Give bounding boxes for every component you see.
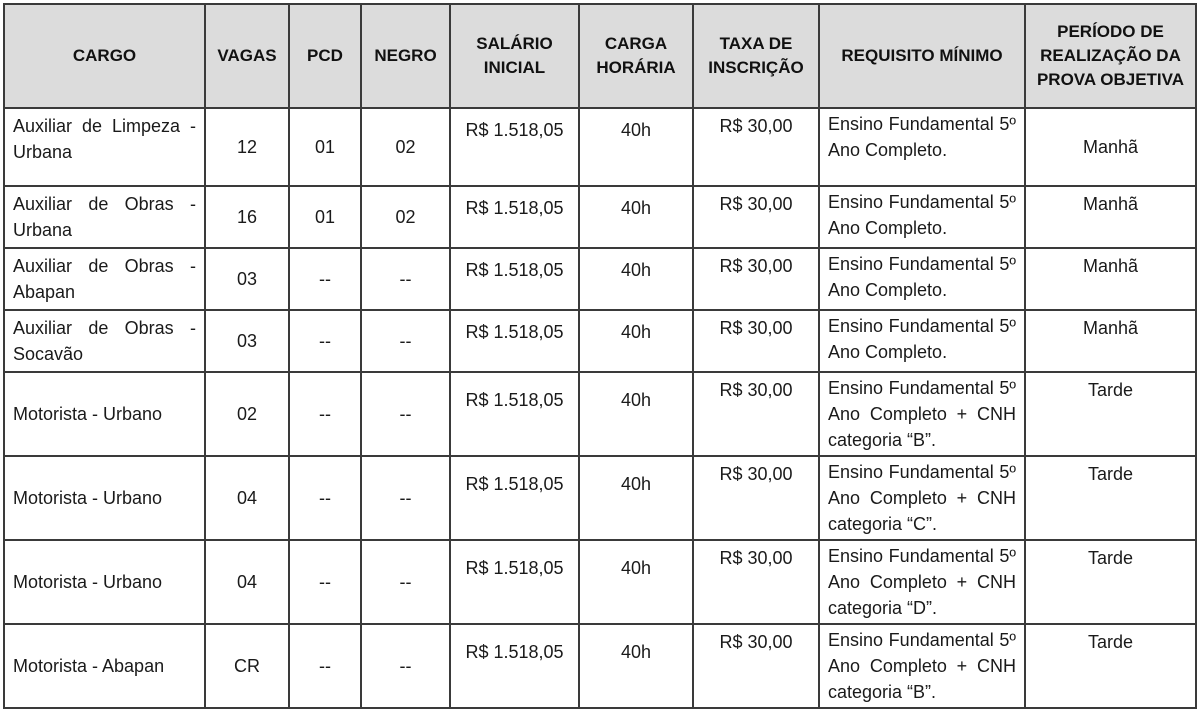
negro-cell <box>361 186 450 248</box>
requisito-cell-text: Ensino Fundamental 5º Ano Completo + CNH categoria “B”. <box>828 630 1016 702</box>
vacancy-table <box>3 3 1197 709</box>
negro-cell-text: 02 <box>395 207 416 227</box>
negro-cell <box>361 108 450 186</box>
cargo-cell-text: Auxiliar de Obras - Abapan <box>13 256 196 302</box>
taxa-cell-text: R$ 30,00 <box>719 548 793 568</box>
header-periodo: PERÍODO DE REALIZAÇÃO DA PROVA OBJETIVA <box>1025 4 1196 108</box>
negro-cell-text: -- <box>399 331 412 351</box>
negro-cell <box>361 624 450 708</box>
vagas-cell-text: CR <box>234 656 260 676</box>
periodo-cell-text: Manhã <box>1082 256 1139 276</box>
salario-cell <box>450 186 579 248</box>
negro-cell <box>361 310 450 372</box>
pcd-cell <box>289 186 361 248</box>
salario-cell-text: R$ 1.518,05 <box>465 390 564 410</box>
carga-cell-text: 40h <box>620 390 652 410</box>
requisito-cell <box>819 456 1025 540</box>
periodo-cell-text: Tarde <box>1087 464 1134 484</box>
taxa-cell-text: R$ 30,00 <box>719 116 793 136</box>
taxa-cell <box>693 248 819 310</box>
periodo-cell-text: Tarde <box>1087 632 1134 652</box>
negro-cell-text: -- <box>399 404 412 424</box>
periodo-cell <box>1025 624 1196 708</box>
header-negro: NEGRO <box>361 4 450 108</box>
requisito-cell-text: Ensino Fundamental 5º Ano Completo + CNH categoria “D”. <box>828 546 1016 618</box>
salario-cell <box>450 624 579 708</box>
taxa-cell <box>693 108 819 186</box>
negro-cell <box>361 372 450 456</box>
carga-cell <box>579 624 693 708</box>
vagas-cell-text: 03 <box>236 331 258 351</box>
taxa-cell-text: R$ 30,00 <box>719 194 793 214</box>
salario-cell <box>450 108 579 186</box>
carga-cell <box>579 248 693 310</box>
header-requisito: REQUISITO MÍNIMO <box>819 4 1025 108</box>
taxa-cell <box>693 186 819 248</box>
requisito-cell <box>819 248 1025 310</box>
negro-cell-text: -- <box>399 656 412 676</box>
carga-cell <box>579 372 693 456</box>
vagas-cell <box>205 624 289 708</box>
periodo-cell <box>1025 540 1196 624</box>
pcd-cell-text: -- <box>319 404 331 424</box>
pcd-cell-text: 01 <box>314 137 336 157</box>
salario-cell-text: R$ 1.518,05 <box>465 198 564 218</box>
requisito-cell-text: Ensino Fundamental 5º Ano Completo. <box>828 254 1016 300</box>
carga-cell-text: 40h <box>620 260 652 280</box>
pcd-cell-text: -- <box>319 572 331 592</box>
pcd-cell <box>289 372 361 456</box>
negro-cell-text: 02 <box>395 137 416 157</box>
vacancy-table-container <box>3 3 1197 709</box>
taxa-cell <box>693 372 819 456</box>
header-cargo: CARGO <box>4 4 205 108</box>
cargo-cell-text: Auxiliar de Limpeza - Urbana <box>13 116 196 162</box>
carga-cell-text: 40h <box>620 322 652 342</box>
cargo-cell <box>4 540 205 624</box>
cargo-cell-text: Motorista - Abapan <box>13 656 165 676</box>
taxa-cell-text: R$ 30,00 <box>719 256 793 276</box>
periodo-cell <box>1025 372 1196 456</box>
salario-cell <box>450 540 579 624</box>
carga-cell <box>579 540 693 624</box>
taxa-cell <box>693 540 819 624</box>
periodo-cell <box>1025 248 1196 310</box>
periodo-cell <box>1025 108 1196 186</box>
requisito-cell <box>819 372 1025 456</box>
requisito-cell <box>819 310 1025 372</box>
periodo-cell <box>1025 310 1196 372</box>
cargo-cell <box>4 372 205 456</box>
cargo-cell <box>4 624 205 708</box>
pcd-cell <box>289 540 361 624</box>
periodo-cell-text: Tarde <box>1087 380 1134 400</box>
taxa-cell <box>693 624 819 708</box>
cargo-cell-text: Motorista - Urbano <box>13 404 163 424</box>
table-row <box>4 372 1196 456</box>
cargo-cell <box>4 186 205 248</box>
salario-cell-text: R$ 1.518,05 <box>465 558 564 578</box>
table-row <box>4 248 1196 310</box>
requisito-cell <box>819 540 1025 624</box>
salario-cell-text: R$ 1.518,05 <box>465 642 564 662</box>
pcd-cell-text: -- <box>319 269 331 289</box>
requisito-cell <box>819 108 1025 186</box>
pcd-cell-text: -- <box>319 488 331 508</box>
pcd-cell-text: -- <box>319 331 331 351</box>
header-carga: CARGA HORÁRIA <box>579 4 693 108</box>
cargo-cell-text: Motorista - Urbano <box>13 572 163 592</box>
pcd-cell-text: -- <box>319 656 331 676</box>
pcd-cell-text: 01 <box>314 207 336 227</box>
negro-cell-text: -- <box>399 572 412 592</box>
cargo-cell-text: Motorista - Urbano <box>13 488 163 508</box>
pcd-cell <box>289 624 361 708</box>
vagas-cell <box>205 540 289 624</box>
vagas-cell-text: 12 <box>236 137 258 157</box>
table-row <box>4 310 1196 372</box>
pcd-cell <box>289 248 361 310</box>
cargo-cell <box>4 108 205 186</box>
vagas-cell <box>205 108 289 186</box>
header-pcd: PCD <box>289 4 361 108</box>
negro-cell-text: -- <box>399 488 412 508</box>
carga-cell <box>579 310 693 372</box>
pcd-cell <box>289 310 361 372</box>
vagas-cell <box>205 248 289 310</box>
salario-cell <box>450 248 579 310</box>
carga-cell <box>579 108 693 186</box>
salario-cell-text: R$ 1.518,05 <box>465 474 564 494</box>
requisito-cell <box>819 186 1025 248</box>
pcd-cell <box>289 456 361 540</box>
salario-cell-text: R$ 1.518,05 <box>465 322 564 342</box>
requisito-cell-text: Ensino Fundamental 5º Ano Completo. <box>828 316 1016 362</box>
salario-cell-text: R$ 1.518,05 <box>465 120 564 140</box>
requisito-cell-text: Ensino Fundamental 5º Ano Completo + CNH categoria “B”. <box>828 378 1016 450</box>
header-taxa: TAXA DE INSCRIÇÃO <box>693 4 819 108</box>
requisito-cell-text: Ensino Fundamental 5º Ano Completo. <box>828 192 1016 238</box>
carga-cell <box>579 456 693 540</box>
taxa-cell <box>693 310 819 372</box>
table-row <box>4 186 1196 248</box>
periodo-cell-text: Manhã <box>1082 137 1139 157</box>
vagas-cell-text: 16 <box>236 207 258 227</box>
cargo-cell <box>4 456 205 540</box>
cargo-cell-text: Auxiliar de Obras - Socavão <box>13 318 196 364</box>
carga-cell-text: 40h <box>620 198 652 218</box>
taxa-cell-text: R$ 30,00 <box>719 380 793 400</box>
carga-cell-text: 40h <box>620 474 652 494</box>
salario-cell <box>450 310 579 372</box>
requisito-cell <box>819 624 1025 708</box>
negro-cell-text: -- <box>399 269 412 289</box>
periodo-cell-text: Tarde <box>1087 548 1134 568</box>
vagas-cell-text: 04 <box>236 572 258 592</box>
negro-cell <box>361 456 450 540</box>
salario-cell <box>450 372 579 456</box>
table-row <box>4 540 1196 624</box>
table-row <box>4 108 1196 186</box>
vagas-cell <box>205 456 289 540</box>
carga-cell-text: 40h <box>620 120 652 140</box>
table-row <box>4 624 1196 708</box>
carga-cell-text: 40h <box>620 558 652 578</box>
vagas-cell <box>205 310 289 372</box>
salario-cell-text: R$ 1.518,05 <box>465 260 564 280</box>
taxa-cell <box>693 456 819 540</box>
requisito-cell-text: Ensino Fundamental 5º Ano Completo. <box>828 114 1016 160</box>
header-salario: SALÁRIO INICIAL <box>450 4 579 108</box>
taxa-cell-text: R$ 30,00 <box>719 632 793 652</box>
cargo-cell <box>4 248 205 310</box>
table-row <box>4 456 1196 540</box>
periodo-cell-text: Manhã <box>1082 194 1139 214</box>
header-row <box>4 4 1196 108</box>
vagas-cell-text: 02 <box>236 404 258 424</box>
cargo-cell <box>4 310 205 372</box>
taxa-cell-text: R$ 30,00 <box>719 464 793 484</box>
periodo-cell <box>1025 186 1196 248</box>
vagas-cell-text: 03 <box>236 269 258 289</box>
periodo-cell-text: Manhã <box>1082 318 1139 338</box>
requisito-cell-text: Ensino Fundamental 5º Ano Completo + CNH categoria “C”. <box>828 462 1016 534</box>
header-vagas: VAGAS <box>205 4 289 108</box>
salario-cell <box>450 456 579 540</box>
periodo-cell <box>1025 456 1196 540</box>
taxa-cell-text: R$ 30,00 <box>719 318 793 338</box>
vagas-cell <box>205 186 289 248</box>
carga-cell <box>579 186 693 248</box>
negro-cell <box>361 540 450 624</box>
vagas-cell-text: 04 <box>236 488 258 508</box>
pcd-cell <box>289 108 361 186</box>
vagas-cell <box>205 372 289 456</box>
carga-cell-text: 40h <box>620 642 652 662</box>
negro-cell <box>361 248 450 310</box>
cargo-cell-text: Auxiliar de Obras - Urbana <box>13 194 196 240</box>
